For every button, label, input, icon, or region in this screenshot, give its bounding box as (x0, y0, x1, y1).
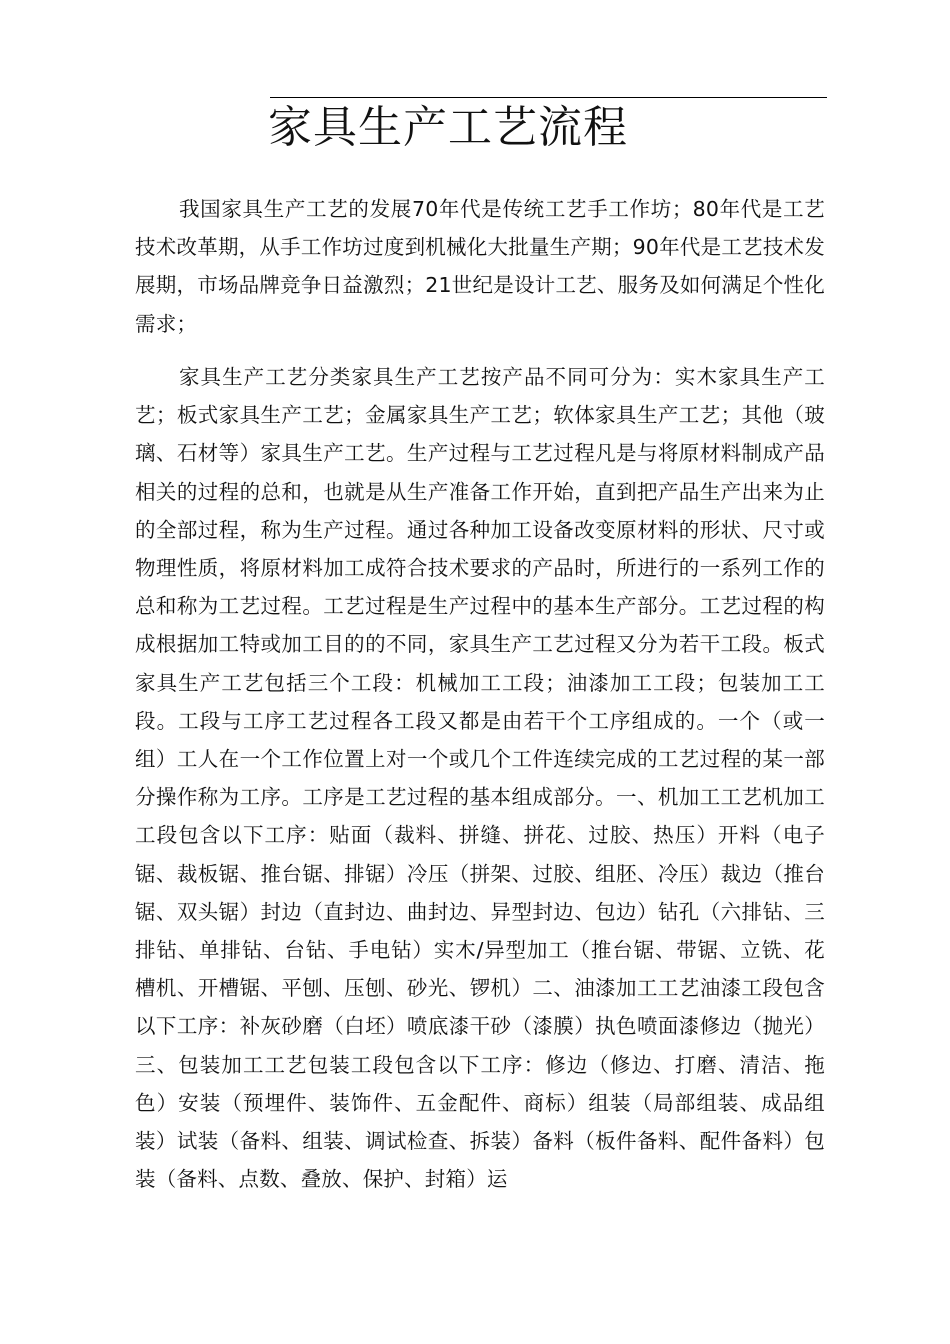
header-rule (270, 97, 827, 98)
document-title: 家具生产工艺流程 (268, 102, 628, 153)
paragraph-process: 家具生产工艺分类家具生产工艺按产品不同可分为：实木家具生产工艺；板式家具生产工艺；金属家具生产工艺；软体家具生产工艺；其他（玻璃、石材等）家具生产工艺。生产过程与工艺过程凡是与将原材料制成产品相关的过程的总和，也就是从生产准备工作开始，直到把产品生产出来为止的全部过程，称为生产过程。通过各种加工设备改变原材料的形状、尺寸或物理性质，将原材料加工成符合技术要求的产品时，所进行的一系列工作的总和称为工艺过程。工艺过程是生产过程中的基本生产部分。工艺过程的构成根据加工特或加工目的的不同，家具生产工艺过程又分为若干工段。板式家具生产工艺包括三个工段：机械加工工段；油漆加工工段；包装加工工段。工段与工序工艺过程各工段又都是由若干个工序组成的。一个（或一组）工人在一个工作位置上对一个或几个工件连续完成的工艺过程的某一部分操作称为工序。工序是工艺过程的基本组成部分。一、机加工工艺机加工工段包含以下工序：贴面（裁料、拼缝、拼花、过胶、热压）开料（电子锯、裁板锯、推台锯、排锯）冷压（拼架、过胶、组胚、冷压）裁边（推台锯、双头锯）封边（直封边、曲封边、异型封边、包边）钻孔（六排钻、三排钻、单排钻、台钻、手电钻）实木/异型加工（推台锯、带锯、立铣、花槽机、开槽锯、平刨、压刨、砂光、锣机）二、油漆加工工艺油漆工段包含以下工序：补灰砂磨（白坯）喷底漆干砂（漆膜）执色喷面漆修边（抛光）三、包装加工工艺包装工段包含以下工序：修边（修边、打磨、清洁、拖色）安装（预埋件、装饰件、五金配件、商标）组装（局部组装、成品组装）试装（备料、组装、调试检查、拆装）备料（板件备料、配件备料）包装（备料、点数、叠放、保护、封箱）运 (135, 365, 825, 1192)
paragraph-history: 我国家具生产工艺的发展70年代是传统工艺手工作坊；80年代是工艺技术改革期，从手工作坊过度到机械化大批量生产期；90年代是工艺技术发展期，市场品牌竞争日益激烈；21世纪是设计工艺、服务及如何满足个性化需求； (135, 197, 825, 336)
